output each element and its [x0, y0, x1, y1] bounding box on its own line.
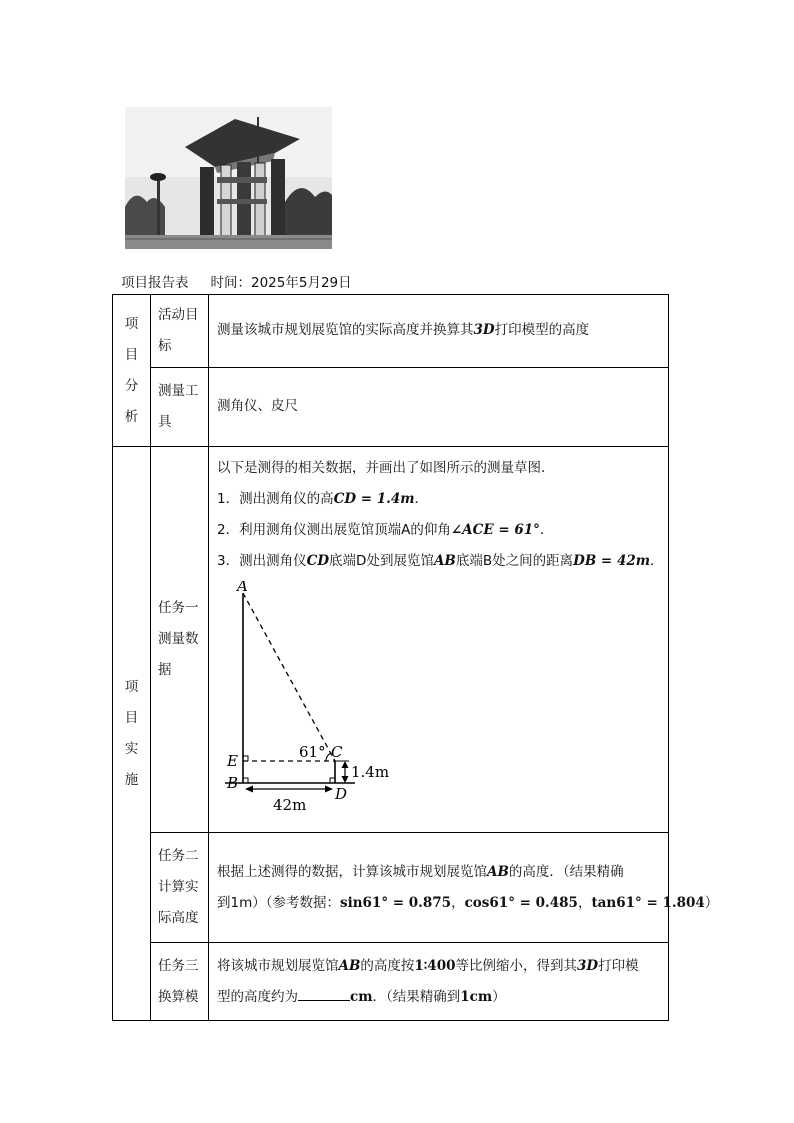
label-e: E [227, 752, 238, 770]
tool-row [113, 368, 669, 447]
task3-row [113, 943, 669, 1021]
building-photo [125, 107, 332, 249]
label-a: A [237, 581, 248, 595]
category-analysis: 项 目 分 析 [113, 295, 151, 447]
measurement-diagram [217, 577, 660, 817]
goal-label: 活动目 标 [151, 295, 209, 368]
report-date: 时间：2025年5月29日 [210, 275, 352, 291]
tool-label: 测量工 具 [151, 368, 209, 447]
intro-text: 以下是测得的相关数据，并画出了如图所示的测量草图． [217, 460, 555, 476]
report-title: 项目报告表 [121, 275, 189, 291]
task3-content: 将该城市规划展览馆AB的高度按1∶400等比例缩小，得到其3D打印模 型的高度约为 cm．（结果精确到1cm） [209, 943, 669, 1021]
category-implementation: 项 目 实 施 [113, 447, 151, 1021]
task2-label: 任务二 计算实 际高度 [151, 833, 209, 943]
report-header [121, 271, 352, 291]
step-3: 3．测出测角仪CD底端D处到展览馆AB底端B处之间的距离DB = 42m． [217, 553, 664, 569]
label-distance: 42m [273, 796, 307, 813]
label-d: D [335, 785, 348, 803]
task1-content [209, 447, 669, 833]
report-table [112, 294, 719, 1021]
task3-label: 任务三 换算模 [151, 943, 209, 1021]
label-angle: 61° [299, 743, 326, 761]
task2-content: 根据上述测得的数据，计算该城市规划展览馆AB的高度．（结果精确 到1m）（参考数据：sin61° = 0.875，cos61° = 0.485，tan61° = 1.804） [209, 833, 669, 943]
goal-row [113, 295, 669, 368]
line-ac [243, 593, 335, 761]
tool-text: 测角仪、皮尺 [209, 368, 669, 447]
task1-row [113, 447, 669, 833]
label-c: C [331, 743, 343, 761]
step-2: 2．利用测角仪测出展览馆顶端A的仰角∠ACE = 61°． [217, 522, 554, 538]
label-height: 1.4m [351, 763, 390, 781]
task2-row [113, 833, 669, 943]
step-1: 1．测出测角仪的高CD = 1.4m． [217, 491, 429, 507]
task1-label: 任务一 测量数 据 [151, 447, 209, 833]
label-b: B [227, 774, 239, 792]
goal-text: 测量该城市规划展览馆的实际高度并换算其3D打印模型的高度 [209, 295, 669, 368]
answer-blank[interactable] [298, 986, 350, 1001]
